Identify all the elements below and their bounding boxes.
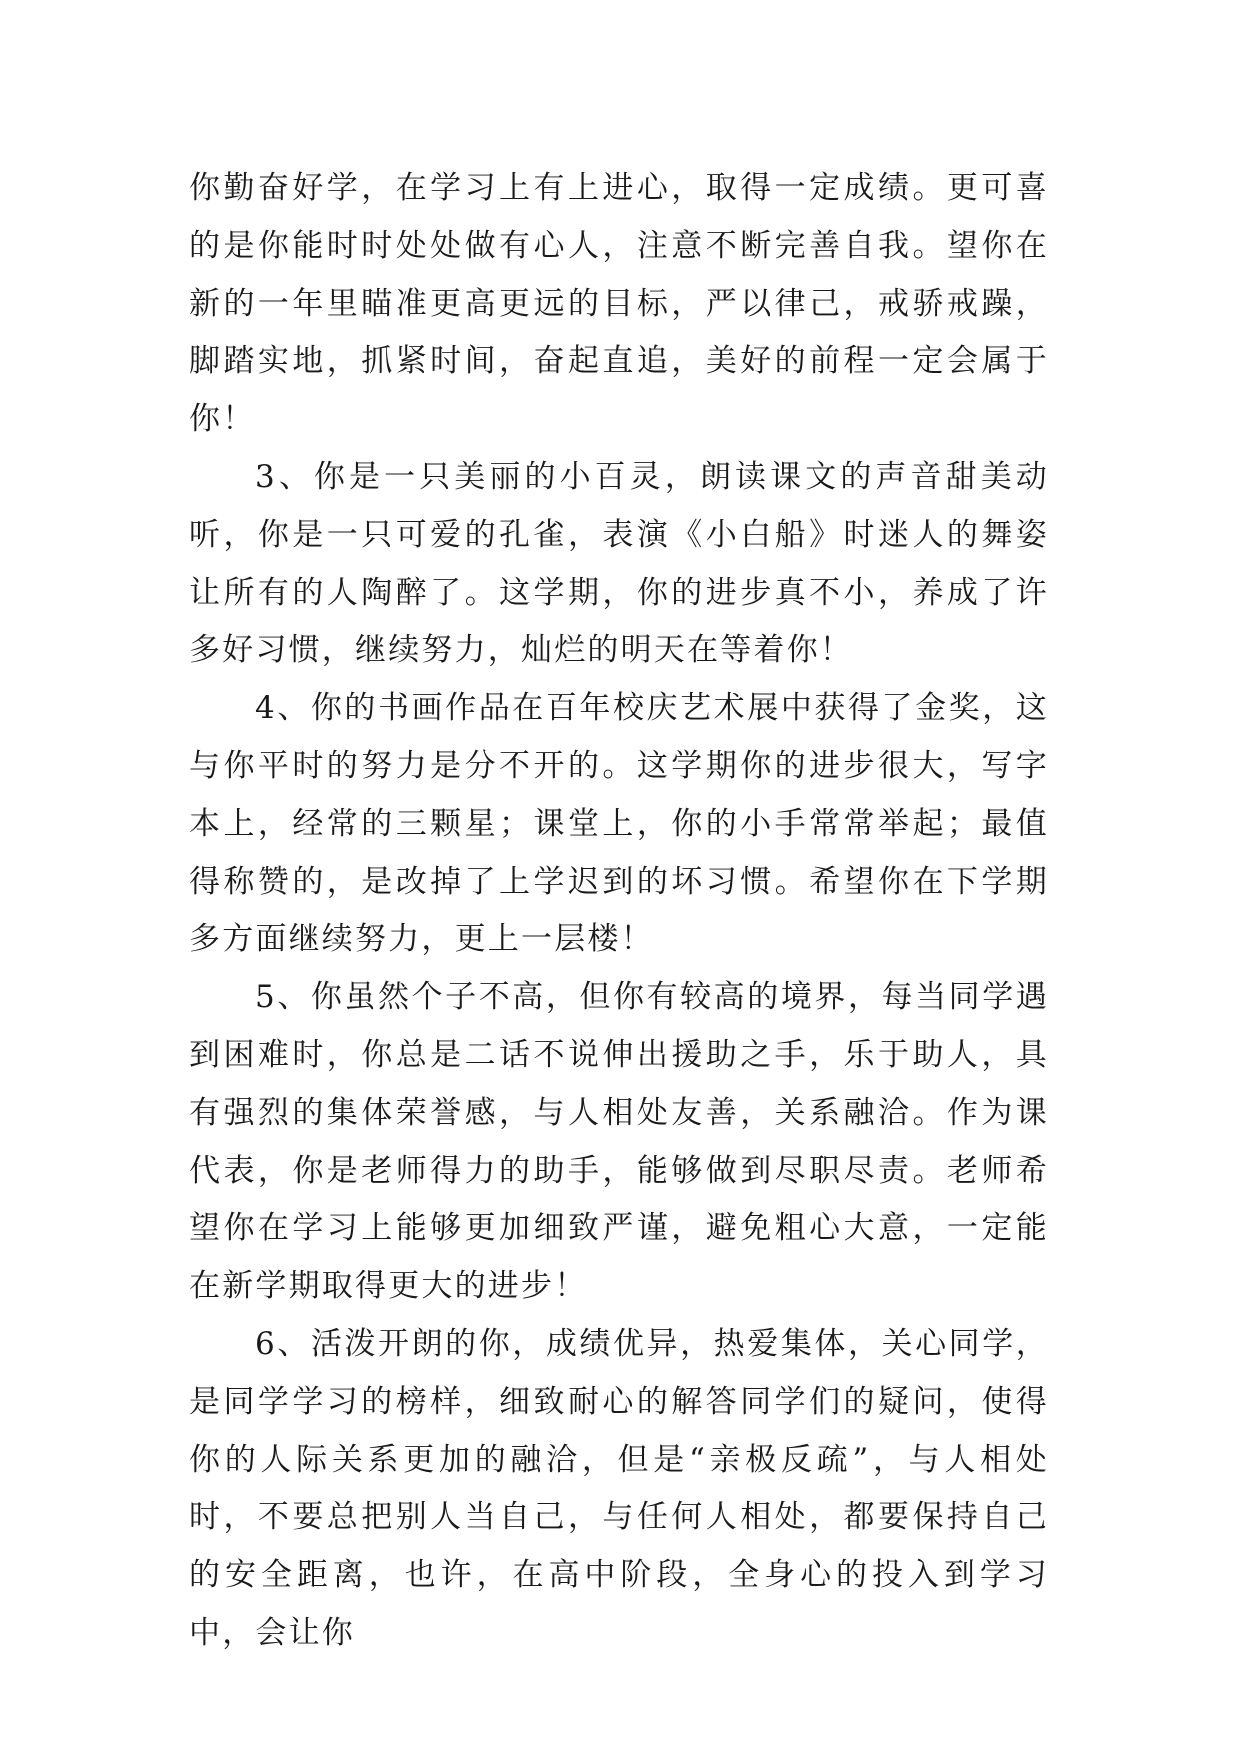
document-body [189, 160, 1049, 1663]
paragraph-comment-5: 5、你虽然个子不高，但你有较高的境界，每当同学遇到困难时，你总是二话不说伸出援助之手，乐于助人，具有强烈的集体荣誉感，与人相处友善，关系融洽。作为课代表，你是老师得力的助手，能够做到尽职尽责。老师希望你在学习上能够更加细致严谨，避免粗心大意，一定能在新学期取得更大的进步！ [189, 979, 1049, 1305]
paragraph-continuation: 你勤奋好学，在学习上有上进心，取得一定成绩。更可喜的是你能时时处处做有心人，注意不断完善自我。望你在新的一年里瞄准更高更远的目标，严以律己，戒骄戒躁，脚踏实地，抓紧时间，奋起直追，美好的前程一定会属于你！ [189, 170, 1049, 438]
paragraph-comment-3: 3、你是一只美丽的小百灵，朗读课文的声音甜美动听，你是一只可爱的孔雀，表演《小白船》时迷人的舞姿让所有的人陶醉了。这学期，你的进步真不小，养成了许多好习惯，继续努力，灿烂的明天在等着你！ [189, 458, 1049, 669]
paragraph-comment-4: 4、你的书画作品在百年校庆艺术展中获得了金奖，这与你平时的努力是分不开的。这学期你的进步很大，写字本上，经常的三颗星；课堂上，你的小手常常举起；最值得称赞的，是改掉了上学迟到的坏习惯。希望你在下学期多方面继续努力，更上一层楼！ [189, 690, 1049, 958]
paragraph-comment-6: 6、活泼开朗的你，成绩优异，热爱集体，关心同学，是同学学习的榜样，细致耐心的解答同学们的疑问，使得你的人际关系更加的融洽，但是“亲极反疏”，与人相处时，不要总把别人当自己，与任何人相处，都要保持自己的安全距离，也许，在高中阶段，全身心的投入到学习中，会让你 [189, 1325, 1049, 1651]
